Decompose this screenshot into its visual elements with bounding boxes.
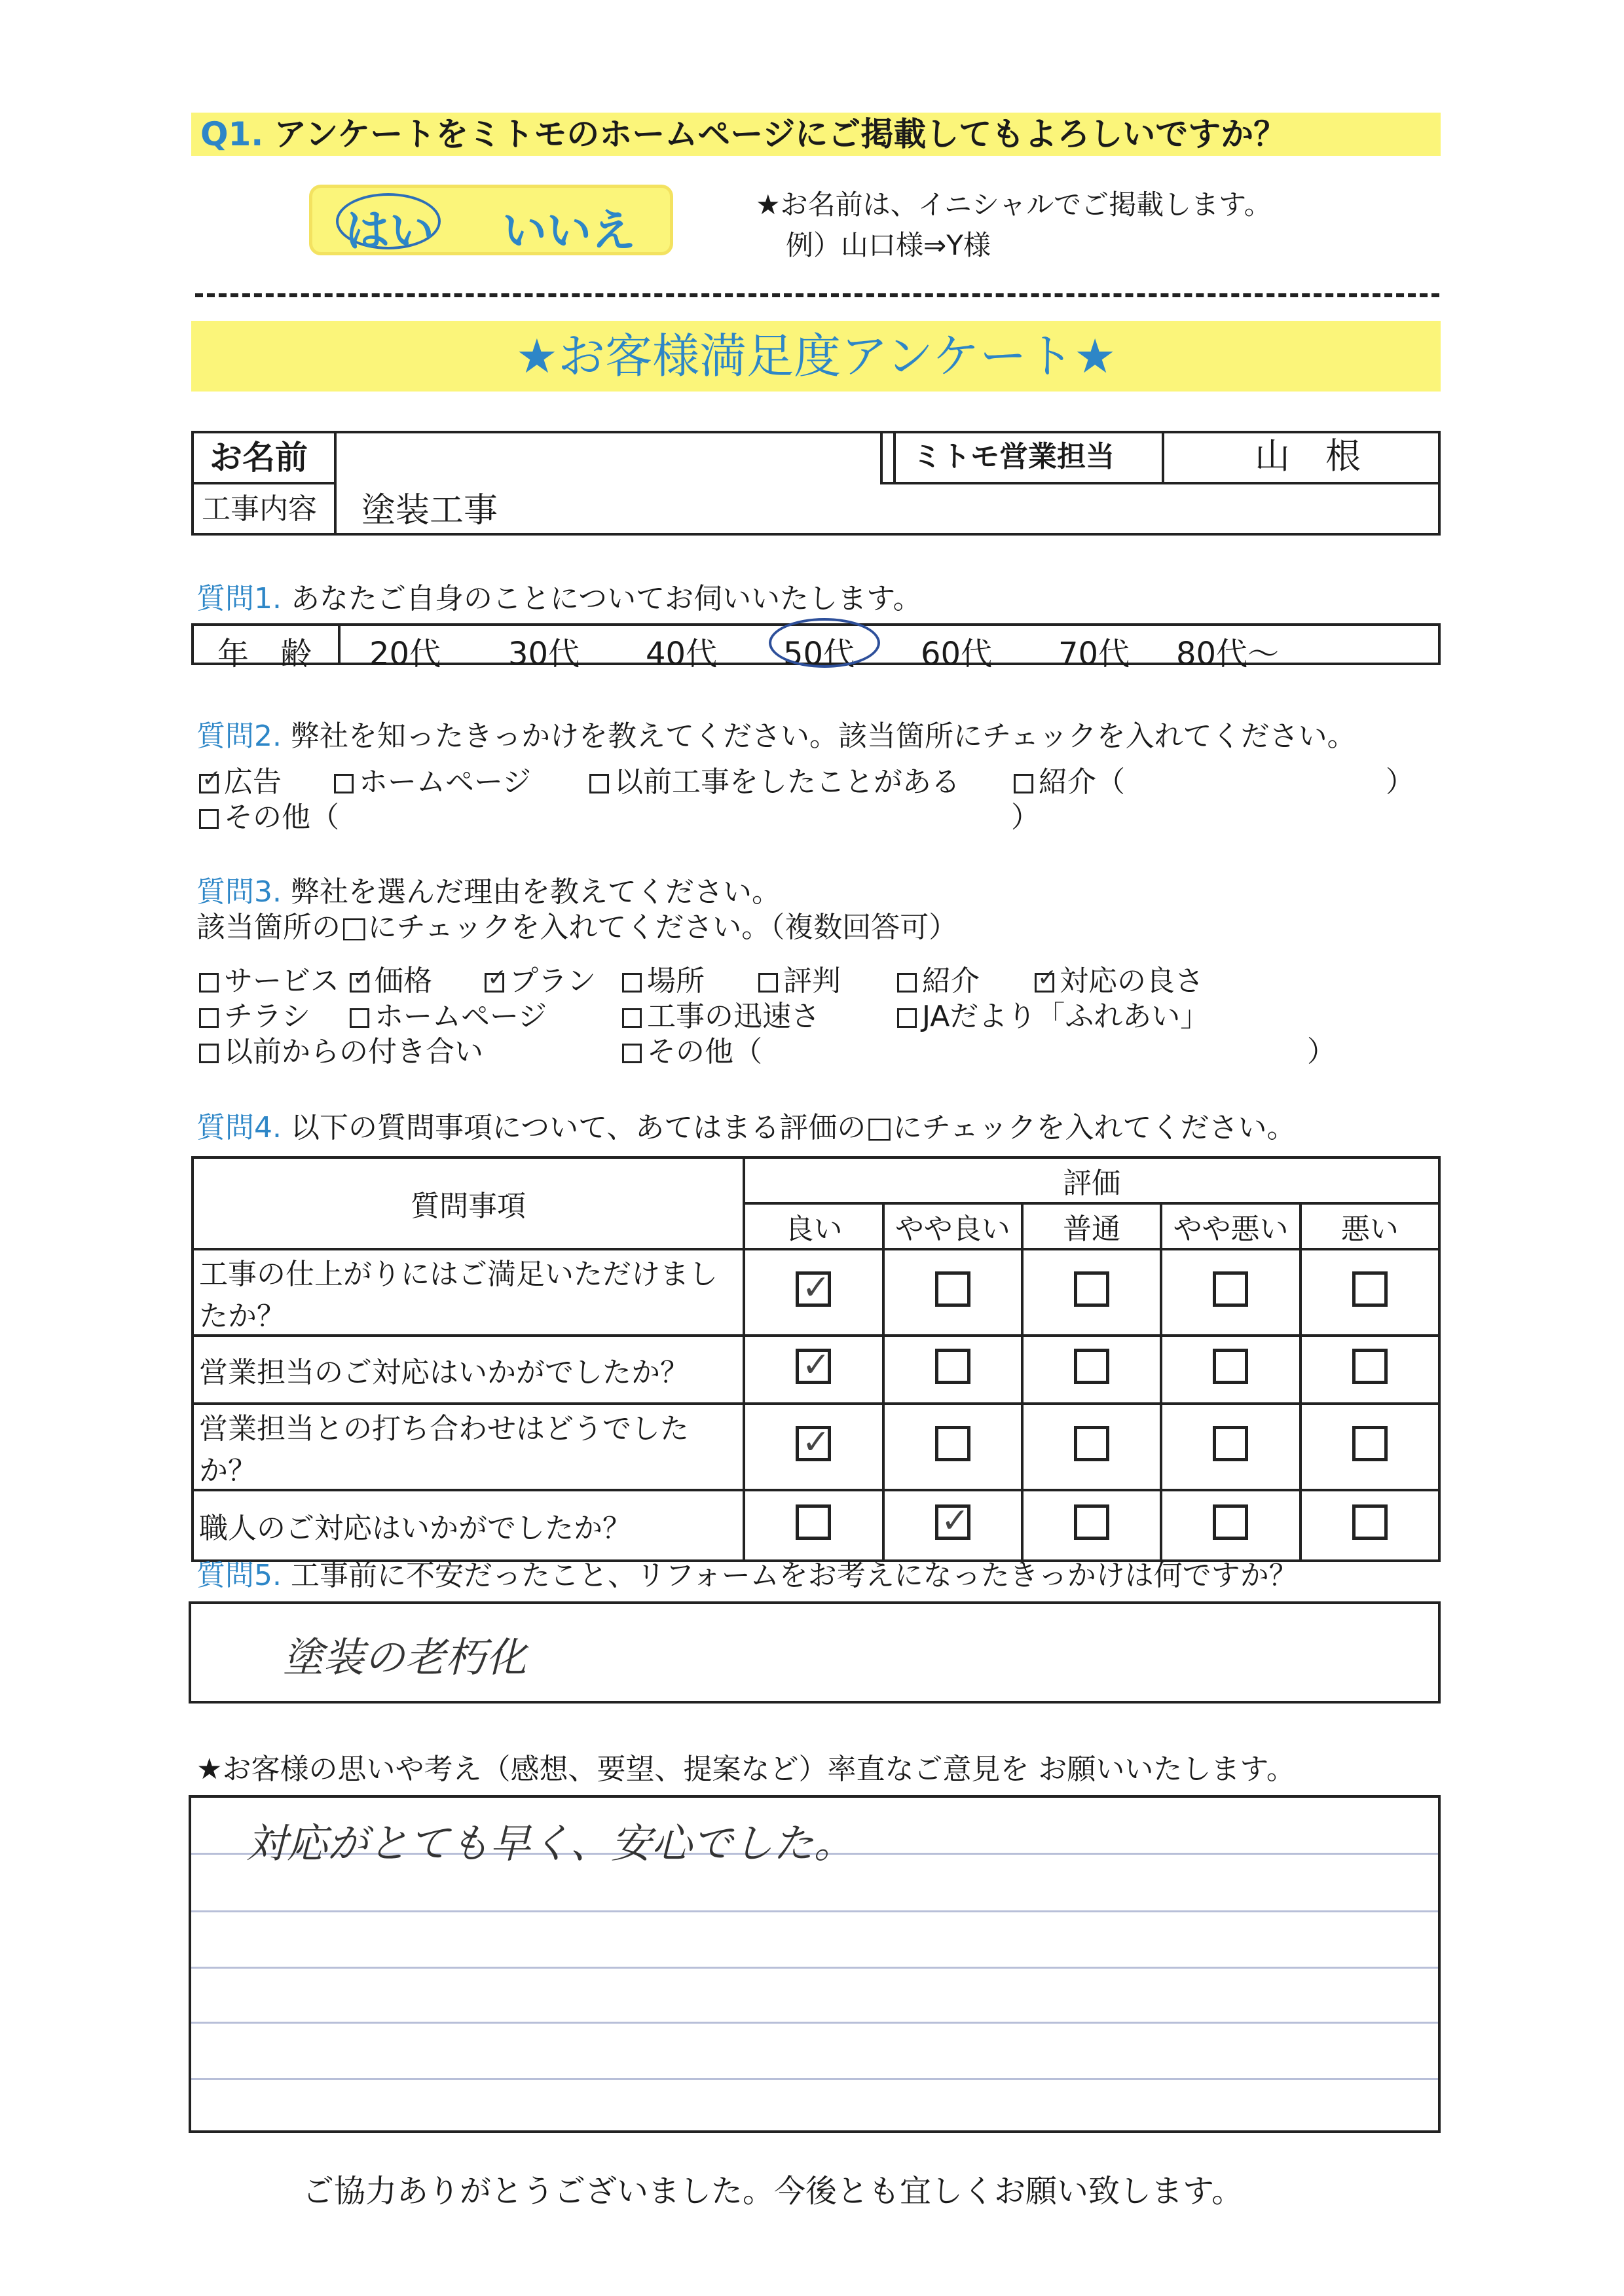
checkbox[interactable] [199,1008,219,1028]
question-item: 工事の仕上がりにはご満足いただけましたか？ [193,1249,744,1336]
rating-checkbox[interactable] [1074,1349,1109,1384]
work-value: 塗装工事 [361,491,498,530]
checkbox[interactable] [334,774,354,793]
table-row [193,1490,1439,1561]
scale-header: やや悪い [1161,1203,1300,1249]
rating-checkbox[interactable] [796,1504,831,1540]
survey-title: ★お客様満足度アンケート★ [191,321,1441,392]
option-label: 広告 [224,765,282,799]
checkbox[interactable] [622,1044,642,1063]
q3-close-paren: ） [1307,1035,1336,1068]
q2-option[interactable] [589,758,960,800]
table-row [193,1404,1439,1490]
eval-header: 評価 [744,1157,1439,1203]
scale-header: 普通 [1022,1203,1161,1249]
rating-cell [744,1336,883,1404]
rating-cell [744,1490,883,1561]
opinion-prompt: ★お客様の思いや考え（感想、要望、提案など）率直なご意見を お願いいたします。 [196,1753,1295,1786]
age-selected-circle [769,618,880,668]
q1-label: Q1. [200,115,264,153]
rating-checkbox[interactable] [1074,1426,1109,1461]
q2-close-paren: ） [1386,765,1414,799]
question3-sub: 該当箇所の□にチェックを入れてください。（複数回答可） [196,911,958,944]
q2-close-paren: ） [1011,801,1040,834]
q5-answer-box[interactable] [189,1601,1441,1704]
rating-cell [1022,1249,1161,1336]
checkbox[interactable] [589,774,609,793]
name-label: お名前 [210,439,308,477]
q3-option[interactable] [199,1028,483,1070]
option-label: JAだより「ふれあい」 [922,1000,1209,1033]
checkbox[interactable] [1035,973,1054,993]
option-label: 以前からの付き合い [224,1035,483,1068]
checkbox[interactable] [622,973,642,993]
q1-text: アンケートをミトモのホームページにご掲載してもよろしいですか？ [274,115,1287,153]
initial-notice: ★お名前は、イニシャルでご掲載します。 [756,189,1272,221]
question4: 質問4. 以下の質問事項について、あてはまる評価の□にチェックを入れてください。 [196,1111,1296,1144]
rating-checkbox[interactable] [1352,1349,1388,1384]
table-row [193,1249,1439,1336]
work-label: 工事内容 [202,492,317,526]
rating-cell [1022,1404,1161,1490]
rating-cell [1161,1490,1300,1561]
checkbox[interactable] [199,973,219,993]
rep-value: 山 根 [1255,435,1361,477]
option-label: その他（ [224,801,339,834]
age-option[interactable]: 50代 [783,636,855,672]
checkbox[interactable] [897,973,917,993]
rating-cell [1022,1490,1161,1561]
rating-checkbox[interactable] [796,1271,831,1307]
opinion-answer-box[interactable] [189,1795,1441,2133]
rating-checkbox[interactable] [1074,1271,1109,1307]
rating-cell [1301,1249,1439,1336]
rating-cell [883,1249,1022,1336]
age-option[interactable]: 70代 [1058,636,1130,672]
checkbox[interactable] [897,1008,917,1028]
option-label: ホームページ [359,765,532,799]
option-label: プラン [509,964,596,998]
rating-checkbox[interactable] [1352,1271,1388,1307]
question-item: 職人のご対応はいかがでしたか？ [193,1490,744,1561]
rating-cell [1161,1336,1300,1404]
footer-thanks: ご協力ありがとうございました。今後とも宜しくお願い致します。 [303,2173,1244,2210]
rating-checkbox[interactable] [1213,1504,1248,1540]
rating-cell [883,1404,1022,1490]
age-option[interactable]: 60代 [921,636,993,672]
rating-cell [1301,1336,1439,1404]
rating-checkbox[interactable] [1352,1504,1388,1540]
no-option[interactable]: いいえ [502,206,637,257]
option-label: 以前工事をしたことがある [614,765,960,799]
age-option[interactable]: 20代 [369,636,441,672]
option-label: 場所 [647,964,705,998]
q2-option[interactable] [334,758,531,800]
table-row [193,1336,1439,1404]
scale-header: 悪い [1301,1203,1439,1249]
rating-cell [1022,1336,1161,1404]
divider [195,293,1439,297]
rating-cell [883,1490,1022,1561]
scale-header: やや良い [883,1203,1022,1249]
rating-checkbox[interactable] [1213,1426,1248,1461]
age-option[interactable]: 30代 [508,636,580,672]
question3: 質問3. 弊社を選んだ理由を教えてください。 [196,875,781,909]
question-item: 営業担当との打ち合わせはどうでしたか？ [193,1404,744,1490]
option-label: 紹介 [922,964,980,998]
age-label: 年 齢 [217,636,312,672]
checkbox[interactable] [622,1008,642,1028]
age-option[interactable]: 80代～ [1176,636,1280,672]
option-label: その他（ [647,1035,762,1068]
customer-info-table [191,431,1441,536]
checkbox[interactable] [199,809,219,829]
checkbox[interactable] [350,1008,369,1028]
rating-checkbox[interactable] [935,1349,970,1384]
rating-checkbox[interactable] [1213,1271,1248,1307]
option-label: 評判 [783,964,841,998]
initial-example: 例）山口様⇒Y様 [786,229,991,261]
q2-option[interactable] [199,793,339,835]
rating-table [191,1156,1441,1562]
option-label: ホームページ [375,1000,547,1033]
rating-checkbox[interactable] [796,1426,831,1461]
rating-checkbox[interactable] [935,1504,970,1540]
rating-cell [1301,1490,1439,1561]
opinion-answer: 対応がとても早く、安心でした。 [246,1819,855,1867]
rating-cell [1161,1404,1300,1490]
question1: 質問1. あなたご自身のことについてお伺いいたします。 [196,582,922,615]
rep-label: ミトモ営業担当 [913,440,1115,473]
rating-checkbox[interactable] [935,1426,970,1461]
q3-option[interactable] [622,1028,762,1070]
yes-no-box [309,185,673,255]
checkbox[interactable] [1014,774,1033,793]
yes-option[interactable]: はい [345,206,435,257]
checkbox[interactable] [485,973,504,993]
q5-answer: 塗装の老朽化 [283,1633,527,1681]
checkbox[interactable] [758,973,778,993]
rating-checkbox[interactable] [935,1271,970,1307]
rating-cell [883,1336,1022,1404]
question2: 質問2. 弊社を知ったきっかけを教えてください。該当箇所にチェックを入れてください。 [196,720,1356,753]
rating-checkbox[interactable] [1213,1349,1248,1384]
rating-cell [744,1404,883,1490]
scale-header: 良い [744,1203,883,1249]
checkbox[interactable] [350,973,369,993]
item-header: 質問事項 [193,1157,744,1249]
rating-cell [1161,1249,1300,1336]
question-item: 営業担当のご対応はいかがでしたか？ [193,1336,744,1404]
q1-banner [191,113,1441,156]
option-label: 工事の迅速さ [647,1000,820,1033]
option-label: 価格 [375,964,432,998]
q3-option[interactable] [897,993,1209,1034]
age-row [191,623,1441,672]
rating-cell [1301,1404,1439,1490]
rating-checkbox[interactable] [1074,1504,1109,1540]
rating-checkbox[interactable] [1352,1426,1388,1461]
rating-checkbox[interactable] [796,1349,831,1384]
option-label: チラシ [224,1000,310,1033]
age-option[interactable]: 40代 [646,636,718,672]
option-label: サービス [224,964,339,998]
option-label: 紹介（ [1039,765,1125,799]
checkbox[interactable] [199,774,219,793]
rating-cell [744,1249,883,1336]
question5: 質問5. 工事前に不安だったこと、リフォームをお考えになったきっかけは何ですか？ [196,1559,1298,1592]
checkbox[interactable] [199,1044,219,1063]
option-label: 対応の良さ [1060,964,1204,998]
